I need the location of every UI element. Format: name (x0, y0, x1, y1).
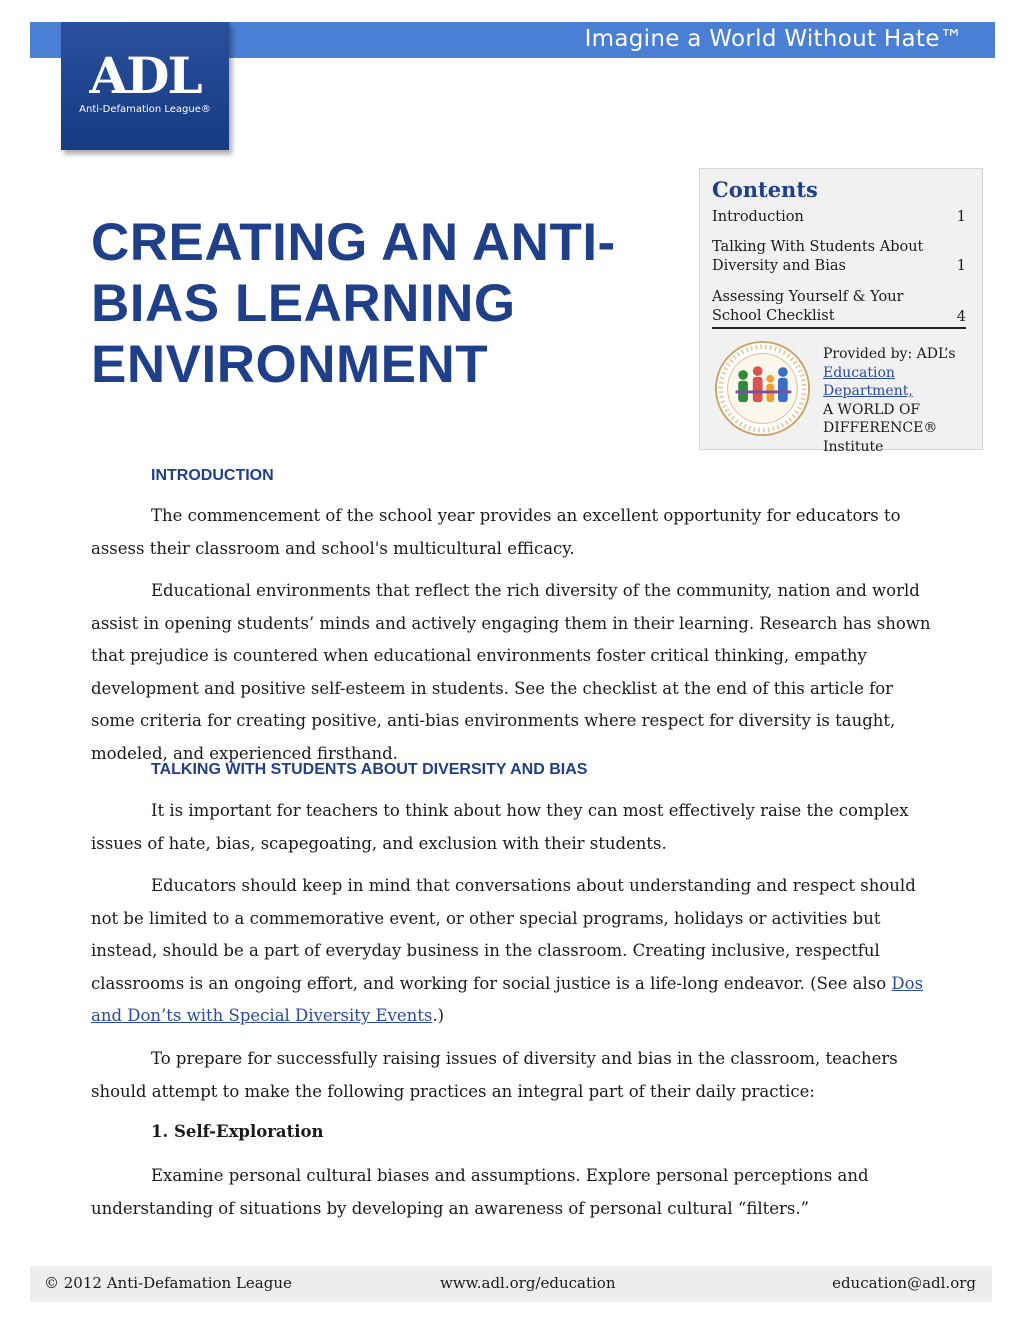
talking-paragraph-2-end: .) (432, 1006, 445, 1025)
provided-line-2: DIFFERENCE® Institute (823, 420, 938, 455)
self-exploration-paragraph: Examine personal cultural biases and assumptions. Explore personal perceptions and understanding of situations by developing an awareness of personal cultural “filters.” (91, 1166, 869, 1218)
provided-label: Provided by: ADL’s (823, 346, 956, 362)
toc-item-title: Introduction (712, 209, 804, 225)
intro-paragraph-2: Educational environments that reflect the rich diversity of the community, nation and world assist in opening students’ minds and actively engaging them in their learning. Research has shown that prejudice is countered when educational environments foster critical thinking, empathy development and positive self-esteem in students. See the checklist at the end of this article for some criteria for creating positive, anti-bias environments where respect for diversity is taught, modeled, and experienced firsthand. (91, 581, 931, 763)
talking-paragraph-3: To prepare for successfully raising issues of diversity and bias in the classroom, teachers should attempt to make the following practices an integral part of their daily practice: (91, 1049, 898, 1101)
toc-item-page: 4 (956, 309, 966, 325)
adl-logo (61, 22, 229, 150)
logo-mark: ADL (89, 46, 201, 105)
contents-panel (699, 168, 983, 455)
tagline: Imagine a World Without Hate™ (584, 26, 963, 52)
world-of-difference-seal-icon (714, 340, 811, 437)
education-department-link[interactable]: Education Department, (823, 364, 913, 399)
introduction-heading: INTRODUCTION (151, 467, 274, 484)
document-title: CREATING AN ANTI-BIAS LEARNING ENVIRONMENT (91, 213, 616, 394)
provided-line-1: A WORLD OF (823, 401, 921, 418)
footer-website-link[interactable]: www.adl.org/education (440, 1274, 616, 1292)
page-footer (30, 1266, 992, 1302)
provided-by (823, 345, 982, 456)
talking-heading: TALKING WITH STUDENTS ABOUT DIVERSITY AND BIAS (151, 761, 588, 778)
toc-item-title: Assessing Yourself & Your School Checklist (712, 289, 904, 324)
footer-email-link[interactable]: education@adl.org (832, 1274, 976, 1292)
toc-item-checklist[interactable] (712, 288, 966, 329)
toc-item-title: Talking With Students About Diversity and Bias (712, 239, 924, 274)
toc-item-talking[interactable] (712, 238, 966, 276)
talking-paragraph-1: It is important for teachers to think about how they can most effectively raise the complex issues of hate, bias, scapegoating, and exclusion with their students. (91, 801, 909, 853)
footer-copyright: © 2012 Anti-Defamation League (44, 1274, 292, 1292)
talking-paragraph-2 (91, 870, 941, 1033)
logo-subtitle: Anti-Defamation League® (79, 104, 211, 115)
toc-item-page: 1 (956, 258, 966, 274)
self-exploration-heading: 1. Self-Exploration (151, 1122, 324, 1141)
toc-item-introduction[interactable] (712, 208, 966, 227)
intro-paragraph-1: The commencement of the school year provides an excellent opportunity for educators to assess their classroom and school's multicultural efficacy. (91, 506, 901, 558)
contents-heading: Contents (712, 177, 818, 202)
dos-and-donts-link[interactable]: Dos and Don’ts with Special Diversity Events (91, 973, 924, 1025)
toc-item-page: 1 (956, 209, 966, 225)
talking-paragraph-2-text: Educators should keep in mind that conversations about understanding and respect should not be limited to a commemorative event, or other special programs, holidays or activities but instead, should be a part of everyday business in the classroom. Creating inclusive, respectful classrooms is an ongoing effort, and working for social justice is a life-long endeavor. (See also (91, 876, 916, 993)
